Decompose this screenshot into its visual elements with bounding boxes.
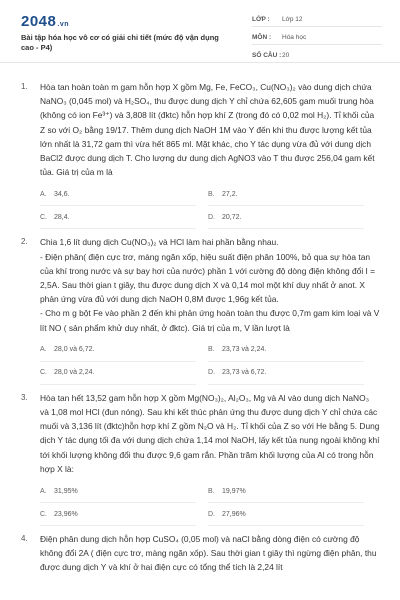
answer-option[interactable]	[208, 183, 364, 206]
option-value: 23,73 và 2,24.	[222, 346, 267, 354]
answer-option[interactable]	[40, 339, 196, 362]
question-number: 3.	[21, 392, 28, 402]
question-item	[0, 391, 400, 526]
answer-option[interactable]	[208, 503, 364, 526]
answer-option[interactable]	[40, 362, 196, 385]
question-text	[40, 532, 380, 575]
answer-option[interactable]	[40, 183, 196, 206]
option-value: 20,72.	[222, 213, 242, 221]
question-paragraph: Điện phân dung dịch hỗn hợp CuSO₄ (0,05 mol) và naCl bằng dòng điện có cường độ không đổi 2A ( điện cực trơ, màng ngăn xốp). Sau thời gian t giây thì ngừng điện phân, thu được dung dịch Y và khí ở hai điện cực có tổng thể tích là 2,24 lít	[40, 534, 377, 573]
question-number: 1.	[21, 82, 28, 91]
option-key: B.	[208, 190, 215, 198]
answer-option[interactable]	[208, 339, 364, 362]
option-value: 34,6.	[54, 190, 70, 198]
question-number: 2.	[21, 237, 28, 247]
answer-options	[40, 339, 380, 385]
question-list	[0, 62, 400, 575]
answer-option[interactable]	[40, 480, 196, 503]
option-key: D.	[208, 213, 215, 221]
document-meta	[252, 13, 382, 67]
option-value: 23,73 và 6,72.	[222, 369, 267, 377]
answer-option[interactable]	[40, 206, 196, 229]
option-key: D.	[208, 369, 215, 377]
answer-options	[40, 480, 380, 526]
meta-question-count: SỐ CÂU : 20	[252, 49, 382, 63]
option-value: 31,95%	[54, 487, 78, 495]
header	[0, 0, 400, 63]
answer-option[interactable]	[208, 362, 364, 385]
question-paragraph: Hòa tan hết 13,52 gam hỗn hợp X gồm Mg(NO₃)₂, Al₂O₃, Mg và Al vào dung dịch NaNO₃ và 1,08 mol HCl (đun nóng). Sau khi kết thúc phản ứng thu được dung dịch Y chỉ chứa các muối và 3,136 lít (đktc)hỗn hợp khí Z gồm N₂O và H₂. Tỉ khối của Z so với He bằng 5. Dung dịch Y tác dụng tối đa với dung dịch chứa 1,14 mol NaOH, lấy kết tủa nung ngoài không khí tới khối lượng không đổi thu được 9,6 gam rắn. Phần trăm khối lượng của Al có trong hỗn hợp X là:	[40, 392, 380, 474]
question-item	[0, 80, 400, 229]
option-key: C.	[40, 369, 47, 377]
option-key: C.	[40, 213, 47, 221]
option-value: 27,96%	[222, 510, 246, 518]
option-value: 23,96%	[54, 510, 78, 518]
question-paragraph: - Điện phân( điện cực trơ, màng ngăn xốp, hiệu suất điện phân 100%, bỏ qua sự hòa tan của khí trong nước và sự bay hơi của nước) phần 1 với cường độ dòng điện không đổi I = 2,5A. Sau thời gian t giây, thu được dung dịch X và 0,14 mol một khí duy nhất ở anot. X phản ứng vừa đủ với dung dịch NaOH 0,8M được 1,96g kết tủa.	[40, 251, 376, 305]
answer-option[interactable]	[208, 480, 364, 503]
option-key: A.	[40, 190, 47, 198]
meta-class: LỚP : Lớp 12	[252, 13, 382, 27]
question-text	[40, 391, 380, 476]
option-value: 19,97%	[222, 487, 246, 495]
option-value: 28,0 và 6,72.	[54, 346, 95, 354]
option-key: B.	[208, 346, 215, 354]
question-number: 4.	[21, 534, 28, 544]
question-paragraph: - Cho m g bột Fe vào phần 2 đến khi phản ứng hoàn toàn thu được 0,7m gam kim loại và V lít NO ( sản phẩm khử duy nhất, ở đktc). Giá trị của m, V lần lượt là	[40, 308, 380, 333]
option-key: A.	[40, 346, 47, 354]
question-item	[0, 532, 400, 575]
answer-options	[40, 183, 380, 229]
option-key: A.	[40, 487, 47, 495]
option-value: 28,0 và 2,24.	[54, 369, 95, 377]
option-key: C.	[40, 510, 47, 518]
option-key: D.	[208, 510, 215, 518]
answer-option[interactable]	[40, 503, 196, 526]
option-value: 28,4.	[54, 213, 70, 221]
question-text	[40, 80, 380, 179]
question-item	[0, 235, 400, 384]
meta-subject: MÔN : Hóa học	[252, 31, 382, 45]
question-paragraph: Chia 1,6 lít dung dịch Cu(NO₃)₂ và HCl làm hai phần bằng nhau.	[40, 237, 279, 248]
site-logo[interactable]: 2048.vn	[21, 13, 69, 30]
question-paragraph: Hòa tan hoàn toàn m gam hỗn hợp X gồm Mg, Fe, FeCO₃, Cu(NO₃)₂ vào dung dịch chứa NaNO₃ (0,045 mol) và H₂SO₄, thu được dung dịch Y chỉ chứa 62,605 gam muối trung hòa (không có ion Fe³⁺) và 3,808 lít (đktc) hỗn hợp khí Z (trong đó có 0,02 mol H₂). Tỉ khối của Z so với O₂ bằng 19/17. Thêm dung dịch NaOH 1M vào Y đến khi thu được lượng kết tủa lớn nhất là 31,72 gam thì vừa hết 865 ml. Mặt khác, cho Y tác dụng vừa đủ với dung dịch BaCl2 được dung dịch T. Cho lượng dư dung dịch AgNO3 vào T thu được 256,04 gam kết tủa. Giá trị của m là	[40, 82, 375, 178]
answer-option[interactable]	[208, 206, 364, 229]
question-text	[40, 235, 380, 334]
document-title: Bài tập hóa học vô cơ có giải chi tiết (mức độ vận dụng cao - P4)	[21, 33, 219, 52]
option-key: B.	[208, 487, 215, 495]
option-value: 27,2.	[222, 190, 238, 198]
